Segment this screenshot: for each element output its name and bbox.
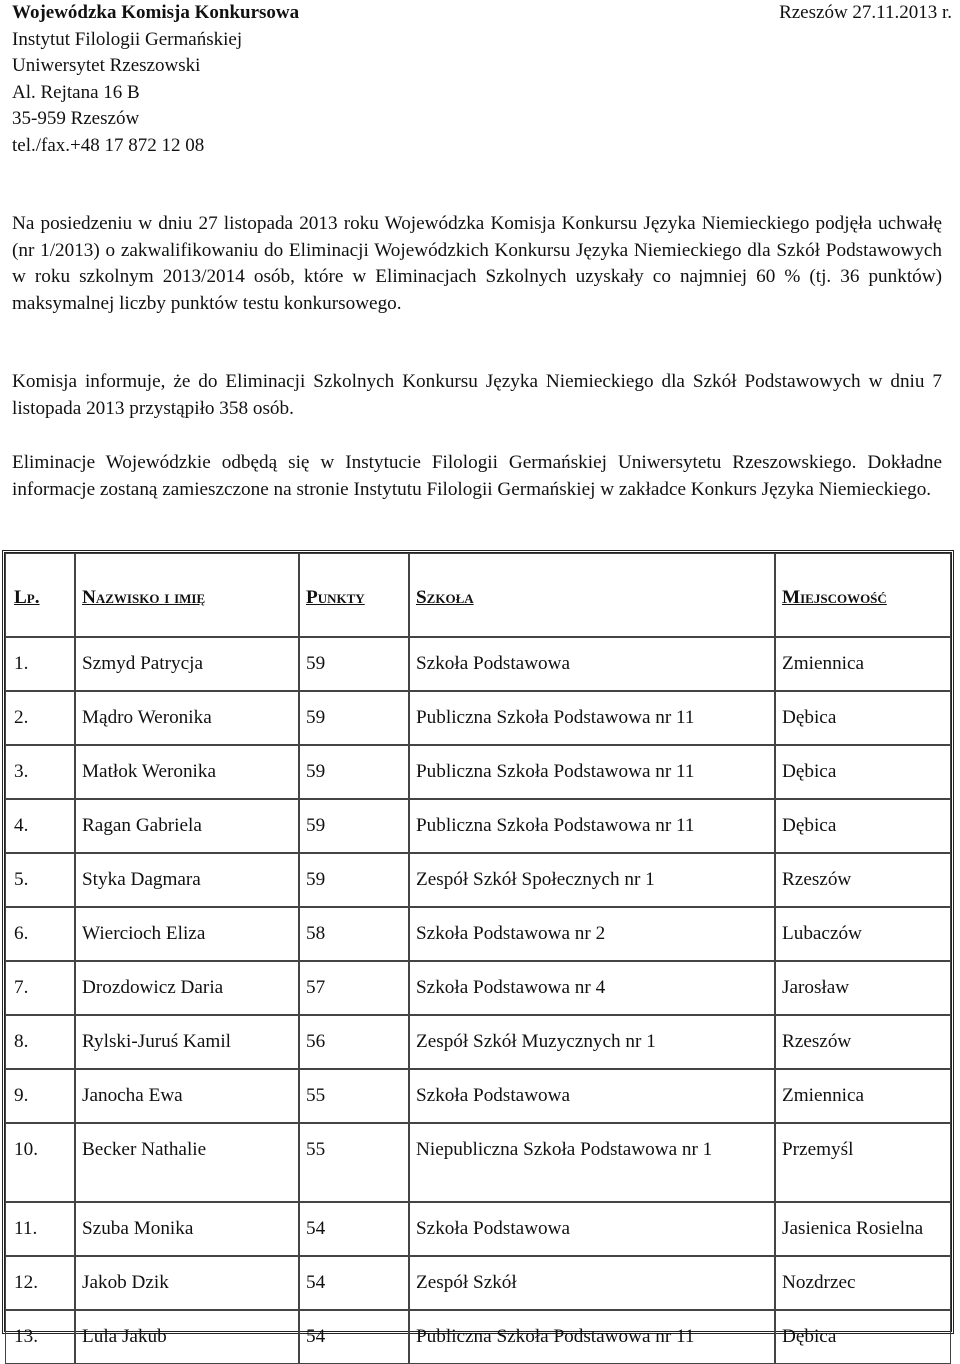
row-number: 9. — [14, 1085, 29, 1106]
points: 54 — [306, 1272, 326, 1293]
table-row — [5, 961, 951, 1015]
points: 59 — [306, 653, 326, 674]
school-name-cell — [409, 799, 775, 853]
resolution-paragraph: Na posiedzeniu w dniu 27 listopada 2013 roku Wojewódzka Komisja Konkursu Języka Niemieckiego podjęła uchwałę (nr 1/2013) o zakwalifikowaniu do Eliminacji Wojewódzkich Konkursu Języka Niemieckiego dla Szkół Podstawowych w roku szkolnym 2013/2014 osób, które w Eliminacjach Szkolnych uzyskały co najmniej 60 % (tj. 36 punktów) maksymalnej liczby punktów testu konkursowego. — [12, 213, 942, 314]
row-number: 8. — [14, 1031, 29, 1052]
points-cell — [299, 745, 409, 799]
city-cell — [775, 1069, 951, 1123]
city-cell — [775, 853, 951, 907]
points-cell — [299, 637, 409, 691]
row-number: 6. — [14, 923, 29, 944]
participant-name-cell — [75, 1123, 299, 1202]
city: Nozdrzec — [782, 1272, 856, 1293]
points-cell — [299, 961, 409, 1015]
city: Dębica — [782, 761, 837, 782]
header-city: Miejscowość — [775, 553, 951, 637]
results-table — [5, 553, 951, 1364]
row-number: 5. — [14, 869, 29, 890]
school-name: Publiczna Szkoła Podstawowa nr 11 — [416, 707, 695, 728]
document-date: Rzeszów 27.11.2013 r. — [779, 2, 952, 23]
row-number: 7. — [14, 977, 29, 998]
city-cell — [775, 1256, 951, 1310]
school-name-cell — [409, 1310, 775, 1364]
school-name: Szkoła Podstawowa — [416, 1218, 571, 1239]
school-name-cell — [409, 1256, 775, 1310]
city-cell — [775, 1123, 951, 1202]
participant-name: Wiercioch Eliza — [82, 923, 206, 944]
points-cell — [299, 853, 409, 907]
participant-name: Ragan Gabriela — [82, 815, 202, 836]
phone-line: tel./fax.+48 17 872 12 08 — [12, 134, 205, 156]
row-number: 1. — [14, 653, 29, 674]
row-number-cell — [5, 1069, 75, 1123]
participant-name: Becker Nathalie — [82, 1139, 207, 1160]
participant-name: Szmyd Patrycja — [82, 653, 203, 674]
participant-name: Janocha Ewa — [82, 1085, 183, 1106]
table-row — [5, 1123, 951, 1202]
points: 59 — [306, 707, 326, 728]
city: Rzeszów — [782, 1031, 852, 1052]
table-row — [5, 691, 951, 745]
street-line: Al. Rejtana 16 B — [12, 81, 140, 103]
row-number-cell — [5, 1123, 75, 1202]
participant-name: Matłok Weronika — [82, 761, 216, 782]
letterhead — [12, 0, 952, 159]
participant-name-cell — [75, 691, 299, 745]
points-cell — [299, 1202, 409, 1256]
participant-name: Jakob Dzik — [82, 1272, 169, 1293]
city-cell — [775, 1310, 951, 1364]
row-number-cell — [5, 691, 75, 745]
city-cell — [775, 907, 951, 961]
row-number-cell — [5, 907, 75, 961]
table-row — [5, 1202, 951, 1256]
participant-name-cell — [75, 637, 299, 691]
school-name: Zespół Szkół Muzycznych nr 1 — [416, 1031, 656, 1052]
city-cell — [775, 691, 951, 745]
school-name: Szkoła Podstawowa — [416, 653, 571, 674]
participant-name: Styka Dagmara — [82, 869, 201, 890]
row-number-cell — [5, 853, 75, 907]
participant-name-cell — [75, 1202, 299, 1256]
points-cell — [299, 1069, 409, 1123]
school-name: Niepubliczna Szkoła Podstawowa nr 1 — [416, 1139, 713, 1160]
school-name-cell — [409, 1202, 775, 1256]
table-row — [5, 1069, 951, 1123]
row-number: 10. — [14, 1139, 38, 1160]
table-row — [5, 853, 951, 907]
row-number: 13. — [14, 1326, 38, 1347]
table-row — [5, 745, 951, 799]
row-number: 11. — [14, 1218, 38, 1239]
participant-name: Szuba Monika — [82, 1218, 194, 1239]
table-row — [5, 637, 951, 691]
school-name-cell — [409, 745, 775, 799]
school-name-cell — [409, 691, 775, 745]
city-cell — [775, 637, 951, 691]
points: 59 — [306, 869, 326, 890]
school-name-cell — [409, 1015, 775, 1069]
committee-name: Wojewódzka Komisja Konkursowa — [12, 2, 300, 23]
row-number-cell — [5, 799, 75, 853]
row-number: 3. — [14, 761, 29, 782]
school-name-cell — [409, 907, 775, 961]
table-header-row — [5, 553, 951, 637]
participants-paragraph: Komisja informuje, że do Eliminacji Szkolnych Konkursu Języka Niemieckiego dla Szkół Podstawowych w dniu 7 listopada 2013 przystąpiło 358 osób. — [12, 371, 942, 419]
row-number-cell — [5, 745, 75, 799]
city: Zmiennica — [782, 653, 865, 674]
table-row — [5, 907, 951, 961]
header-points: Punkty — [299, 553, 409, 637]
school-name-cell — [409, 853, 775, 907]
school-name-cell — [409, 1123, 775, 1202]
city: Lubaczów — [782, 923, 862, 944]
city-cell — [775, 1015, 951, 1069]
participant-name-cell — [75, 907, 299, 961]
school-name: Publiczna Szkoła Podstawowa nr 11 — [416, 761, 695, 782]
points-cell — [299, 907, 409, 961]
school-name-cell — [409, 1069, 775, 1123]
school-name: Szkoła Podstawowa — [416, 1085, 571, 1106]
participant-name: Drozdowicz Daria — [82, 977, 224, 998]
participant-name-cell — [75, 745, 299, 799]
header-school: Szkoła — [409, 553, 775, 637]
school-name: Publiczna Szkoła Podstawowa nr 11 — [416, 1326, 695, 1347]
city-cell — [775, 799, 951, 853]
header-name: Nazwisko i imię — [75, 553, 299, 637]
city: Dębica — [782, 707, 837, 728]
points: 55 — [306, 1139, 326, 1160]
school-name: Zespół Szkół — [416, 1272, 517, 1293]
venue-paragraph: Eliminacje Wojewódzkie odbędą się w Instytucie Filologii Germańskiej Uniwersytetu Rzeszowskiego. Dokładne informacje zostaną zamieszczone na stronie Instytutu Filologii Germańskiej w zakładce Konkurs Języka Niemieckiego. — [12, 452, 942, 500]
city: Jarosław — [782, 977, 850, 998]
participant-name: Mądro Weronika — [82, 707, 212, 728]
postcode-line: 35-959 Rzeszów — [12, 108, 140, 129]
points-cell — [299, 799, 409, 853]
row-number-cell — [5, 637, 75, 691]
row-number-cell — [5, 1015, 75, 1069]
school-name: Zespół Szkół Społecznych nr 1 — [416, 869, 655, 890]
points-cell — [299, 691, 409, 745]
school-name: Publiczna Szkoła Podstawowa nr 11 — [416, 815, 695, 836]
university-line: Uniwersytet Rzeszowski — [12, 55, 201, 76]
participant-name-cell — [75, 1069, 299, 1123]
school-name: Szkoła Podstawowa nr 4 — [416, 977, 606, 998]
header-lp: Lp. — [5, 553, 75, 637]
row-number: 2. — [14, 707, 29, 728]
city: Dębica — [782, 1326, 837, 1347]
row-number-cell — [5, 1256, 75, 1310]
points-cell — [299, 1310, 409, 1364]
city: Dębica — [782, 815, 837, 836]
city-cell — [775, 961, 951, 1015]
city: Zmiennica — [782, 1085, 865, 1106]
participant-name: Lula Jakub — [82, 1326, 167, 1347]
points: 58 — [306, 923, 326, 944]
points: 54 — [306, 1326, 326, 1347]
school-name-cell — [409, 637, 775, 691]
city-cell — [775, 1202, 951, 1256]
row-number: 12. — [14, 1272, 38, 1293]
participant-name-cell — [75, 1015, 299, 1069]
table-row — [5, 799, 951, 853]
points: 57 — [306, 977, 326, 998]
results-table-frame — [2, 550, 954, 1347]
table-row — [5, 1015, 951, 1069]
participant-name-cell — [75, 853, 299, 907]
points: 55 — [306, 1085, 326, 1106]
participant-name-cell — [75, 961, 299, 1015]
points-cell — [299, 1015, 409, 1069]
participant-name-cell — [75, 799, 299, 853]
points-cell — [299, 1123, 409, 1202]
city: Rzeszów — [782, 869, 852, 890]
institute-line: Instytut Filologii Germańskiej — [12, 28, 243, 50]
row-number: 4. — [14, 815, 29, 836]
points-cell — [299, 1256, 409, 1310]
school-name-cell — [409, 961, 775, 1015]
row-number-cell — [5, 1202, 75, 1256]
points: 59 — [306, 815, 326, 836]
city: Przemyśl — [782, 1139, 854, 1160]
participant-name-cell — [75, 1256, 299, 1310]
points: 59 — [306, 761, 326, 782]
participant-name-cell — [75, 1310, 299, 1364]
points: 56 — [306, 1031, 326, 1052]
school-name: Szkoła Podstawowa nr 2 — [416, 923, 606, 944]
table-row — [5, 1256, 951, 1310]
row-number-cell — [5, 961, 75, 1015]
city: Jasienica Rosielna — [782, 1218, 924, 1239]
city-cell — [775, 745, 951, 799]
table-row — [5, 1310, 951, 1364]
points: 54 — [306, 1218, 326, 1239]
participant-name: Rylski-Juruś Kamil — [82, 1031, 232, 1052]
row-number-cell — [5, 1310, 75, 1364]
